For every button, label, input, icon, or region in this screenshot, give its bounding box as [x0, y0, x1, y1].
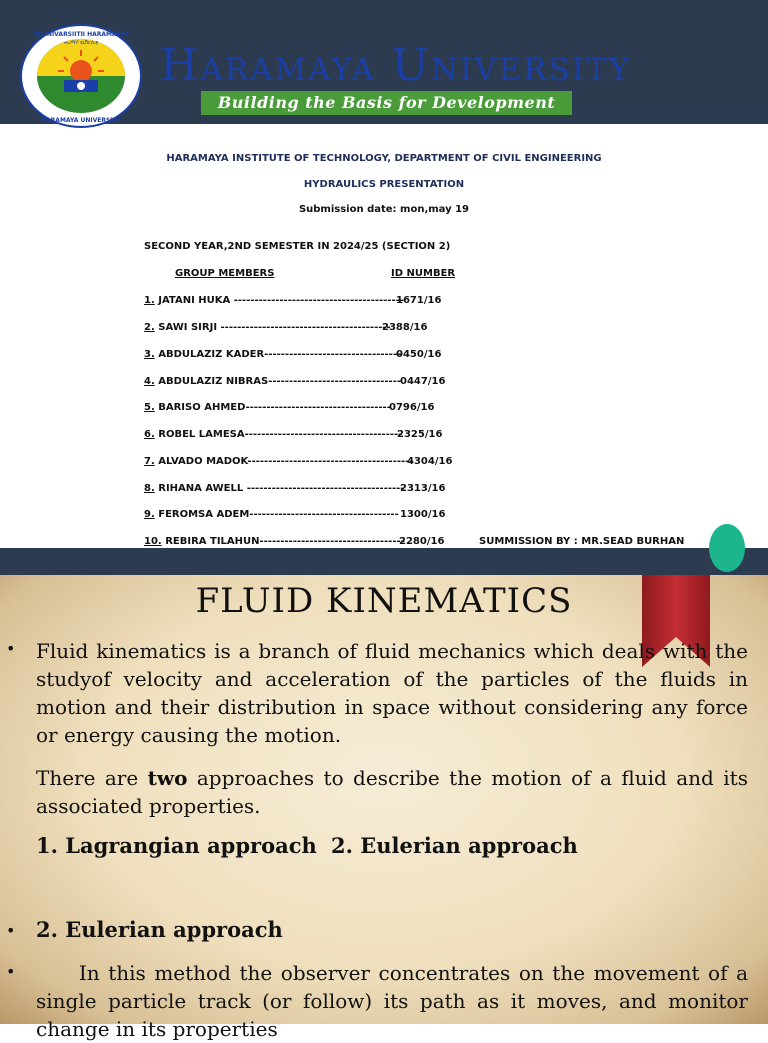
submitted-to: SUMMISSION BY : MR.SEAD BURHAN	[479, 536, 685, 547]
member-number: 7.	[144, 456, 155, 467]
member-id: 2313/16	[400, 483, 446, 494]
definition-paragraph: Fluid kinematics is a branch of fluid mechanics which deals with the studyof velocity and acceleration of the particles of the fluids in motion and their distribution in space without considering any force or energy causing the motion.	[36, 639, 748, 747]
member-row	[144, 402, 435, 413]
member-number: 6.	[144, 429, 155, 440]
member-name: ROBEL LAMESA--------------------------------------	[154, 429, 403, 440]
member-name: REBIRA TILAHUN-----------------------------------	[161, 536, 405, 547]
member-id: 0447/16	[400, 376, 446, 387]
bullet-point: •	[6, 962, 16, 981]
slide-title: FLUID KINEMATICS	[195, 581, 573, 621]
member-id: 0450/16	[396, 349, 442, 360]
member-row	[144, 376, 446, 387]
member-name: SAWI SIRJI -----------------------------------------	[154, 322, 391, 333]
approaches-count: two	[147, 766, 188, 790]
member-id: 2388/16	[382, 322, 428, 333]
member-row	[144, 509, 446, 520]
seal-text-top: YUUNIVARSIITII HARAMAYAA	[32, 31, 130, 38]
member-number: 1.	[144, 295, 155, 306]
eulerian-paragraph: In this method the observer concentrates on the movement of a single particle track (or follow) its path as it moves, and monitor change in its properties	[36, 961, 755, 1041]
bullet-point: •	[6, 639, 16, 658]
group-members-header: GROUP MEMBERS	[175, 268, 275, 279]
member-number: 8.	[144, 483, 155, 494]
member-row	[144, 295, 442, 306]
institute-line: HARAMAYA INSTITUTE OF TECHNOLOGY, DEPARTMENT OF CIVIL ENGINEERING	[166, 153, 602, 164]
member-number: 4.	[144, 376, 155, 387]
content-slide	[0, 575, 768, 1041]
lagrangian-approach-label: 1. Lagrangian approach	[36, 833, 317, 858]
approaches-text-start: There are	[36, 766, 148, 790]
approaches-text-end: approaches to describe the motion of a fluid and its associated properties.	[36, 766, 748, 818]
member-id: 1300/16	[400, 509, 446, 520]
member-row	[144, 349, 442, 360]
member-number: 9.	[144, 509, 155, 520]
member-number: 10.	[144, 536, 162, 547]
member-row	[144, 322, 428, 333]
submission-date: Submission date: mon,may 19	[298, 204, 470, 215]
university-seal-logo	[20, 24, 142, 128]
member-id: 1671/16	[396, 295, 442, 306]
member-id: 0796/16	[389, 402, 435, 413]
member-name: BARISO AHMED-----------------------------------	[154, 402, 391, 413]
member-id: 2325/16	[397, 429, 443, 440]
member-number: 3.	[144, 349, 155, 360]
member-id: 4304/16	[407, 456, 453, 467]
member-name: ALVADO MADOK----------------------------------------	[154, 456, 414, 467]
semester-section: SECOND YEAR,2ND SEMESTER IN 2024/25 (SECTION 2)	[144, 241, 451, 252]
approaches-paragraph	[36, 764, 748, 820]
university-name: Haramaya University	[160, 40, 632, 91]
member-number: 5.	[144, 402, 155, 413]
member-name: JATANI HUKA -----------------------------------------	[154, 295, 404, 306]
member-row	[144, 456, 453, 467]
bullet-point: •	[6, 921, 16, 940]
member-row	[144, 429, 443, 440]
member-row	[144, 483, 446, 494]
member-row	[144, 536, 445, 547]
presentation-title: HYDRAULICS PRESENTATION	[303, 179, 465, 190]
member-name: ABDULAZIZ NIBRAS--------------------------------	[154, 376, 402, 387]
member-name: ABDULAZIZ KADER---------------------------------	[154, 349, 402, 360]
member-name: FEROMSA ADEM------------------------------------	[154, 509, 399, 520]
member-id: 2280/16	[399, 536, 445, 547]
member-number: 2.	[144, 322, 155, 333]
eulerian-approach-label: 2. Eulerian approach	[331, 833, 578, 858]
university-tagline: Building the Basis for Development	[201, 91, 572, 115]
eulerian-heading: 2. Eulerian approach	[36, 917, 283, 942]
seal-text-amharic: ሐረማያ ዩኒቨርሲቲ	[63, 40, 99, 46]
seal-text-bottom: HARAMAYA UNIVERSITY	[41, 117, 121, 124]
member-name: RIHANA AWELL --------------------------------------	[154, 483, 405, 494]
id-number-header: ID NUMBER	[391, 268, 456, 279]
slide-divider-band	[0, 548, 768, 575]
decorative-green-oval	[709, 524, 745, 572]
